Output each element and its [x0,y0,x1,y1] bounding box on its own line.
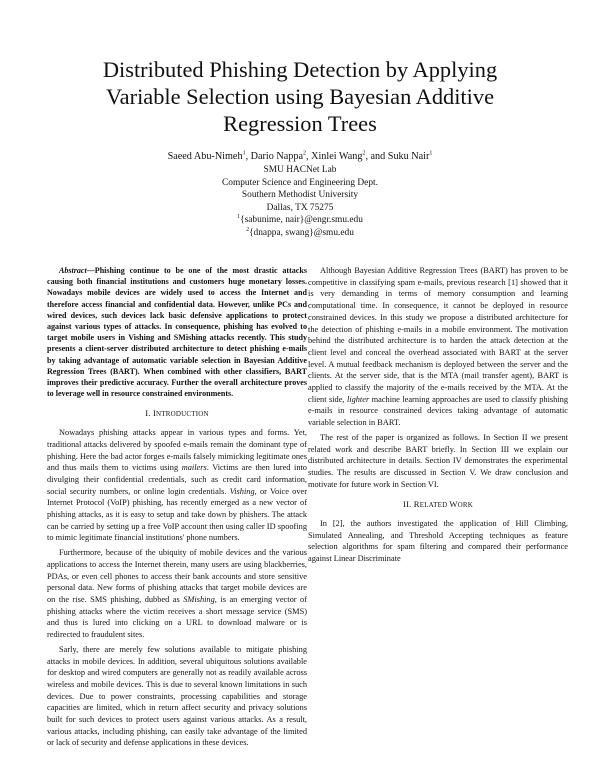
author-separator: , [306,151,312,162]
section-title-initial: I [152,408,157,419]
affiliation-line: Southern Methodist University [241,190,359,201]
author-affil-mark: 1 [429,150,433,157]
emphasis: lighter [346,394,370,404]
title-line: Distributed Phishing Detection by Applying [102,57,498,82]
section-title-rest: NTRODUCTION [156,410,209,419]
paragraph: In [2], the authors investigated the application of Hill Climbing, Simulated Annealing, and Threshold Accepting techniques as feature selection algorithms for spam filtering and compared their performance against Linear Discriminate [308,519,568,564]
author-separator: , [245,151,251,162]
emphasis: Vishing [229,486,255,496]
section-numeral: I. [145,408,153,419]
email-address: {dnappa, swang}@smu.edu [249,227,354,238]
author-affil-mark: 1 [242,150,246,157]
email-line [100,214,500,227]
paragraph-text: , or Voice over Internet Protocol (VoIP) phishing, has recently emerged as a new vector of phishing attacks, as it is easy to setup and take down by phishers. The attack can be carried by setting up a free VoIP account then using caller ID spoofing to mimic legitimate financial institutions' phone numbers. [47,486,307,543]
affiliation-line: Dallas, TX 75275 [266,202,334,213]
author-affil-mark: 2 [362,150,366,157]
paragraph-text: , is an emerging vector of phishing attacks where the victim receives a short message service (SMS) and thus is lured into clicking on a URL to download malware or is redirected to fraudulent sites. [47,594,307,640]
section-heading-related-work [308,499,568,512]
paragraph-text: . Victims are then lured into divulging their confidential credentials, such as credit card information, social security numbers, or online login credentials. [47,463,307,496]
email-affil-mark: 1 [237,214,241,221]
section-title-rest: ORK [457,501,474,510]
abstract-label: Abstract [59,266,87,275]
paragraph [308,265,568,429]
left-column [47,265,307,749]
email-affil-mark: 2 [246,226,250,233]
emphasis: mailers [181,463,207,473]
email-line [100,227,500,240]
paragraph-text: Furthermore, because of the ubiquity of mobile devices and the various applications to access the Internet therein, many users are using blackberries, PDAs, or even cell phones to access their bank accounts and store sensitive personal data. New forms of phishing attacks that target mobile devices are on the rise. SMS phishing, dubbed as [47,548,307,604]
title-line: Regression Trees [223,111,377,136]
author-block [100,150,500,240]
affiliation-line: SMU HACNet Lab [263,165,337,175]
emphasis: SMishing [183,594,215,604]
title-line: Variable Selection using Bayesian Additive [105,84,495,109]
abstract-body: Phishing continue to be one of the most drastic attacks causing both financial institutions and customers huge monetary losses. Nowadays mobile devices are widely used to access the Internet and therefore access financial and confidential data. However, unlike PCs and wired devices, such devices lack basic defensive applications to protect against various types of attacks. In consequence, phishing has evolved to target mobile users in Vishing and SMishing attacks recently. This study presents a client-server distributed architecture to detect phishing e-mails by taking advantage of automatic variable selection in Bayesian Additive Regression Trees (BART). When combined with other classifiers, BART improves their predictive accuracy. Further the overall architecture proves to leverage well in resource constrained environments. [47,266,307,399]
paragraph: The rest of the paper is organized as follows. In Section II we present related work and describe BART briefly. In Section III we explain our distributed architecture in details. Section IV demonstrates the experimental studies. The results are discussed in Section V. We draw conclusion and motivate for future work in Section VI. [308,432,568,489]
paragraph-text: Nowadays phishing attacks appear in various types and forms. Yet, traditional attacks delivered by spoofed e-mails remain the dominant type of phishing. Here the bad actor forges e-mails falsely mimicking legitimate ones and thus mails them to victims using [47,428,307,473]
author-names [100,150,500,163]
author-name: Suku Nair [387,151,430,162]
author-name: Xinlei Wang [311,151,363,162]
paragraph [47,547,307,641]
email-address: {sabunime, nair}@engr.smu.edu [240,215,363,226]
author-affil-mark: 2 [303,150,306,157]
paragraph-text: Although Bayesian Additive Regression Trees (BART) has proven to be competitive in classifying spam e-mails, previous research [1] showed that it is very demanding in terms of memory consumption and learning computational time. In consequence, it cannot be deployed in resource constrained devices. In this study we propose a distributed architecture for the detection of phishing e-mails in a mobile environment. The motivation behind the distributed architecture is to harden the attack detection at the client level and conceal the overhead associated with BART at the server level. A mutual feedback mechanism is deployed between the server and the clients. At the server side, that is the MTA (mail transfer agent), BART is applied to classify the majority of the e-mails received by the MTA. At the client side, [308,266,568,404]
section-numeral: II. [402,499,414,510]
author-name: Saeed Abu-Nimeh [167,151,243,162]
section-heading-introduction [47,408,307,421]
author-separator: , and [365,151,388,162]
paragraph [47,427,307,544]
paragraph: Sarly, there are merely few solutions available to mitigate phishing attacks in mobile devices. In addition, several ubiquitous solutions available for desktop and wired computers are generally not as readily available across wireless and mobile devices. This is due to several known limitations in such devices. Due to power constraints, processing capabilities and storage capacities are limited, which in return affect security and privacy solutions built for such devices to protect users against various attacks. As a result, various attacks, including phishing, can easily take advantage of the limited or lack of security and defense applications in these devices. [47,644,307,748]
author-name: Dario Nappa [250,151,303,162]
paper-title [40,56,560,137]
section-title-rest: ELATED [419,501,450,510]
affiliation-line: Computer Science and Engineering Dept. [222,177,378,188]
section-title-initial: W [449,499,458,510]
abstract [47,265,307,399]
section-title-initial: R [413,499,420,510]
right-column [308,265,568,565]
paragraph-text: machine learning approaches are used to classify phishing e-mails in resource constrained devices taking advantage of automatic variable selection in BART. [308,394,569,428]
abstract-dash: — [86,266,95,275]
